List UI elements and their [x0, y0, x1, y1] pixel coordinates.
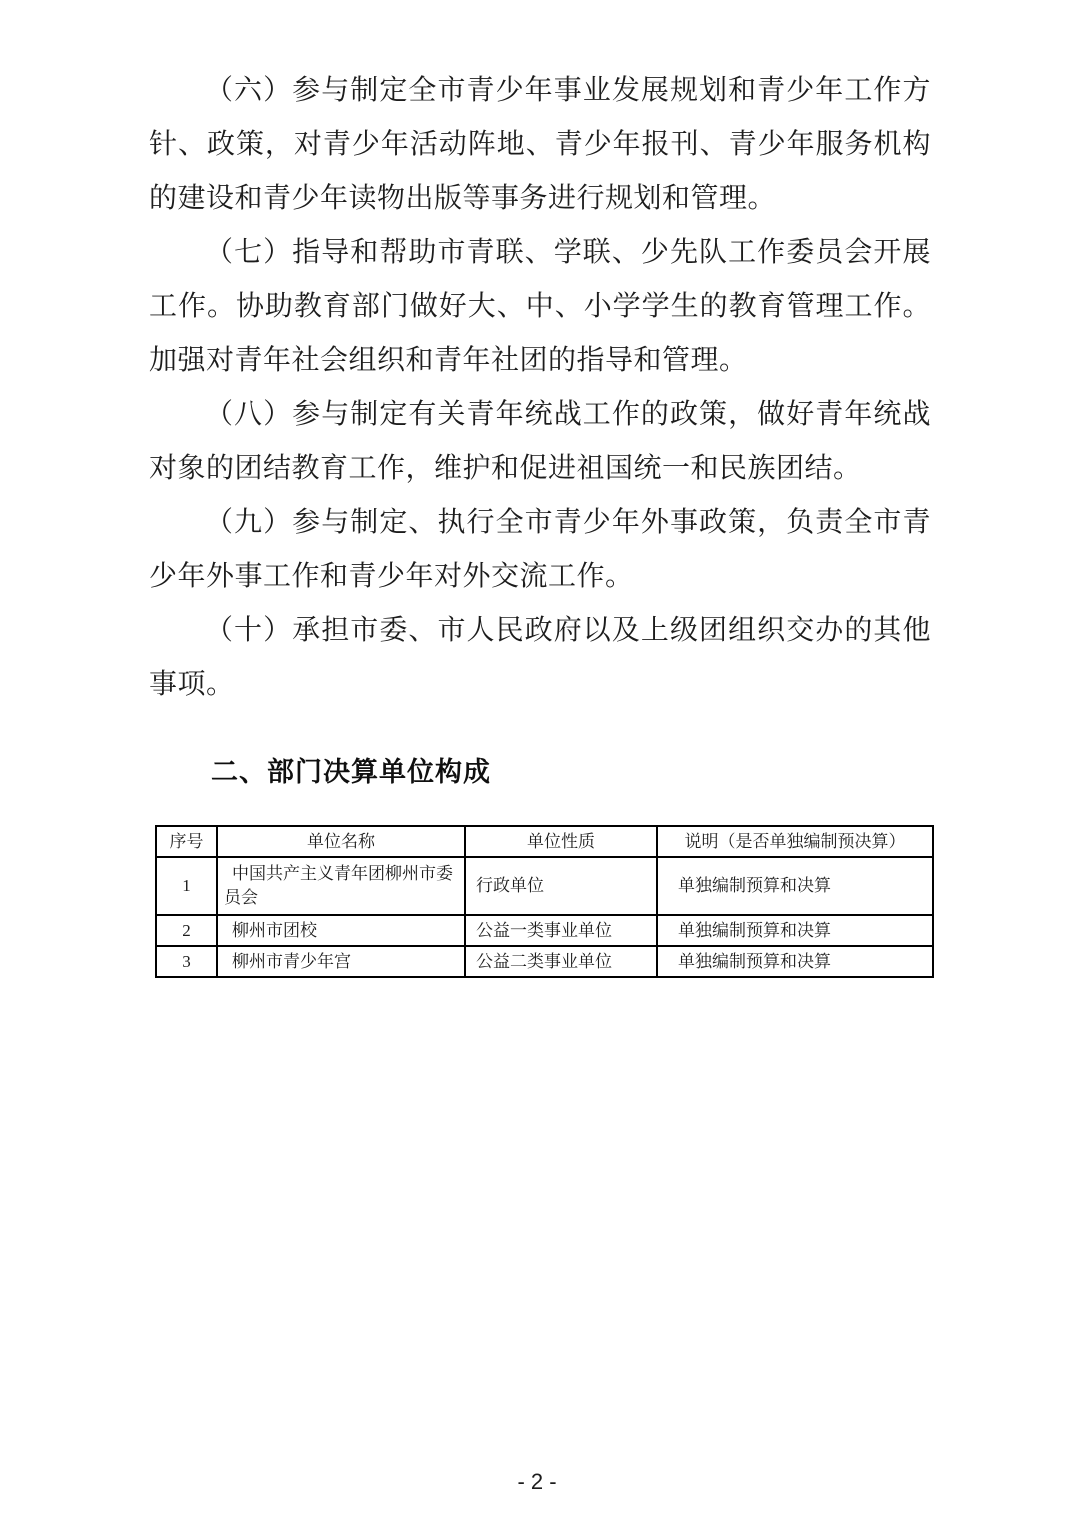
table-cell-index: 2 — [156, 915, 217, 946]
table-cell-unit-type: 行政单位 — [465, 857, 657, 915]
body-paragraph-6: （六）参与制定全市青少年事业发展规划和青少年工作方针、政策，对青少年活动阵地、青少年报刊、青少年服务机构的建设和青少年读物出版等事务进行规划和管理。 — [149, 75, 931, 214]
body-paragraph-7: （七）指导和帮助市青联、学联、少先队工作委员会开展工作。协助教育部门做好大、中、小学学生的教育管理工作。加强对青年社会组织和青年社团的指导和管理。 — [149, 237, 931, 376]
body-paragraph-10: （十）承担市委、市人民政府以及上级团组织交办的其他事项。 — [149, 615, 931, 700]
budget-units-table — [155, 825, 934, 978]
table-cell-index: 3 — [156, 946, 217, 977]
page-number: - 2 - — [517, 1469, 557, 1494]
table-cell-note: 单独编制预算和决算 — [657, 915, 933, 946]
table-header-cell-note: 说明（是否单独编制预决算） — [657, 826, 933, 857]
table-cell-unit-type: 公益二类事业单位 — [465, 946, 657, 977]
table-cell-index: 1 — [156, 857, 217, 915]
table-row — [156, 857, 933, 915]
table-header-cell-index: 序号 — [156, 826, 217, 857]
table-header-cell-unit-type: 单位性质 — [465, 826, 657, 857]
document-content — [149, 64, 931, 978]
table-cell-note: 单独编制预算和决算 — [657, 946, 933, 977]
table-row — [156, 915, 933, 946]
table-cell-unit-name: 中国共产主义青年团柳州市委员会 — [217, 857, 465, 915]
body-paragraph-9: （九）参与制定、执行全市青少年外事政策，负责全市青少年外事工作和青少年对外交流工作。 — [149, 507, 931, 592]
table-cell-unit-type: 公益一类事业单位 — [465, 915, 657, 946]
section-heading: 二、部门决算单位构成 — [211, 757, 491, 787]
table-cell-unit-name: 柳州市团校 — [217, 915, 465, 946]
table-header-row — [156, 826, 933, 857]
table-header-cell-unit-name: 单位名称 — [217, 826, 465, 857]
table-row — [156, 946, 933, 977]
table-cell-note: 单独编制预算和决算 — [657, 857, 933, 915]
table-cell-unit-name: 柳州市青少年宫 — [217, 946, 465, 977]
body-paragraph-8: （八）参与制定有关青年统战工作的政策，做好青年统战对象的团结教育工作，维护和促进祖国统一和民族团结。 — [149, 399, 931, 484]
